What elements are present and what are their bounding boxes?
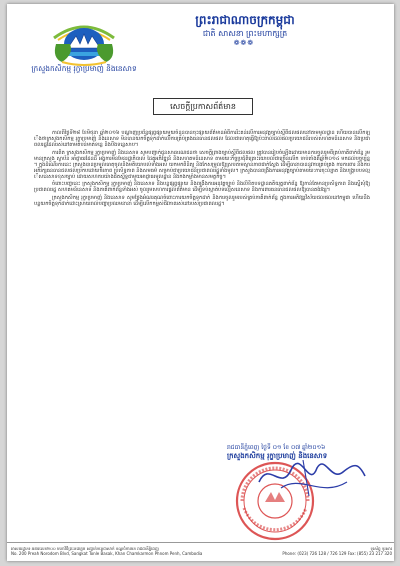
- footer-contact-en: Phone: (023) 726 128 / 726 129 Fax: (855) 23 217 320: [282, 551, 392, 556]
- ornament-divider: ❁❁❁: [233, 39, 255, 47]
- paragraph-4: ក្រសួងកសិកម្ម រុក្ខាប្រមាញ់ និងនេសាទ សូមថ្លែងអំណរគុណចំពោះការយកចិត្តទុកដាក់ និងការចូលរួមរបស់គ្រប់ភាគីពាក់ព័ន្ធ ក្នុងការអភិវឌ្ឍវិស័យជលផលនៅកម្ពុជា ហើយនឹងបន្តយកចិត្តទុកដាក់ដោះស្រាយរាល់បញ្ហាប្រឈមនានា ដើម្បីលើកកម្ពស់ជីវភាពរស់នៅរបស់ប្រជាពលរដ្ឋ។: [34, 194, 370, 208]
- signer-title: ក្រសួងកសិកម្ម រុក្ខាប្រមាញ់ និងនេសាទ: [227, 452, 328, 460]
- footer-address-en: No. 200 Preah Norodom Blvd, Sangkat Tonle Basak, Khan Chamkarmon Phnom Penh, Cambodia: [11, 551, 203, 556]
- footer-address-kh: អាសយដ្ឋាន៖ អគារលេខ២០០ មហាវិថីព្រះនរោត្តម សង្កាត់ទន្លេបាសាក់ ខណ្ឌចំការមន រាជធានីភ្នំពេញ: [11, 546, 159, 551]
- national-motto: ជាតិ សាសនា ព្រះមហាក្សត្រ: [202, 29, 288, 38]
- footer-contact-kh: ទូរស័ព្ទ ទូរសារ: [370, 546, 392, 551]
- ministry-emblem-icon: [48, 14, 120, 66]
- footer-contact: [277, 546, 392, 556]
- document-footer: [7, 542, 394, 561]
- paragraph-1: កាលពីថ្ងៃទី២៨ ខែមិថុនា ឆ្នាំ២០១៦ បណ្តាញប្រព័ន្ធផ្សព្វផ្សាយមួយចំនួនបានចុះផ្សាយព័ត៌មានអំពីការរិះគន់លើការអនុវត្តច្បាប់ស្តីពីជលផលនៅតាមមូលដ្ឋាន ហើយបានលើកឡើងថាក្រសួងកសិកម្ម រុក្ខាប្រមាញ់ និងនេសាទ មិនបានយកចិត្តទុកដាក់លើការគ្រប់គ្រងធនធានជលផល ដែលជាហេតុធ្វើឱ្យប៉ះពាល់ដល់ផលប្រយោជន៍របស់សហគមន៍នេសាទ និងប្រជាពលរដ្ឋដែលរស់នៅតាមតំបន់មាត់ទន្លេ និងបឹងទន្លេសាប។: [34, 130, 370, 149]
- document-body: [34, 130, 370, 209]
- paragraph-3: ចំពោះបញ្ហានេះ ក្រសួងកសិកម្ម រុក្ខាប្រមាញ់ និងនេសាទ នឹងបន្តផ្សព្វផ្សាយ និងពង្រឹងការអនុវត្តច្បាប់ និងលិខិតបទដ្ឋានគតិយុត្តពាក់ព័ន្ធ ឱ្យកាន់តែមានប្រសិទ្ធភាព និងស្នើសុំឱ្យប្រជាពលរដ្ឋ សហគមន៍នេសាទ និងភាគីពាក់ព័ន្ធទាំងអស់ ចូលរួមសហការផ្តល់ព័ត៌មាន ដើម្បីទប់ស្កាត់បទល្មើសនេសាទ និងការពារធនធានជលផលឱ្យបានគង់វង្ស។: [34, 181, 370, 194]
- document-page: [7, 4, 394, 561]
- document-title: សេចក្តីប្រកាសព័ត៌មាន: [153, 98, 253, 115]
- paragraph-2: ការពិត ក្រសួងកសិកម្ម រុក្ខាប្រមាញ់ និងនេសាទ សូមបញ្ជាក់ជូនសាធារណជនថា សេចក្តីព្រាងច្បាប់ស្តីពីជលផល ត្រូវបានរៀបចំឡើងដោយមានការចូលរួមពីគ្រប់ភាគីពាក់ព័ន្ធ រួមមានក្រសួង ស្ថាប័ន អាជ្ញាធរដែនដី អង្គការមិនមែនរដ្ឋាភិបាល ដៃគូអភិវឌ្ឍន៍ និងសហគមន៍នេសាទ តាមរយៈកិច្ចប្រជុំពិគ្រោះយោបល់ជាច្រើនលើក ចាប់តាំងពីឆ្នាំ២០១៤ មកដល់បច្ចុប្បន្ន។ ក្នុងដំណើរការនេះ ក្រសួងបានប្រមូលធាតុចូលនិងមតិយោបល់ទាំងអស់ យកមកពិនិត្យ និងកែសម្រួលឱ្យស្របតាមស្ថានភាពជាក់ស្តែង ដើម្បីធានាបាននូវការគ្រប់គ្រង ការការពារ និងការអភិរក្សធនធានជលផលប្រកបដោយចីរភាព ប្រសិទ្ធភាព និងសមធម៌ សម្រាប់ជាប្រយោជន៍ប្រជាពលរដ្ឋទាំងមូល។ ក្រសួងបានពង្រឹងការអនុវត្តច្បាប់តាមរយៈការចុះល្បាត និងបង្ក្រាបបទល្មើសនេសាទខុសច្បាប់ ដោយសហការយ៉ាងជិតស្និទ្ធជាមួយអាជ្ញាធរមូលដ្ឋាន និងកងកម្លាំងមានសមត្ថកិច្ច។: [34, 149, 370, 180]
- footer-address: [11, 546, 261, 556]
- handwritten-signature-icon: [251, 452, 371, 522]
- ministry-name: ក្រសួងកសិកម្ម រុក្ខាប្រមាញ់ និងនេសាទ: [31, 64, 137, 73]
- date-line: រាជធានីភ្នំពេញ ថ្ងៃទី ០១ ខែ ០៧ ឆ្នាំ២០១៦: [227, 444, 326, 451]
- kingdom-title: ព្រះរាជាណាចក្រកម្ពុជា: [195, 13, 295, 27]
